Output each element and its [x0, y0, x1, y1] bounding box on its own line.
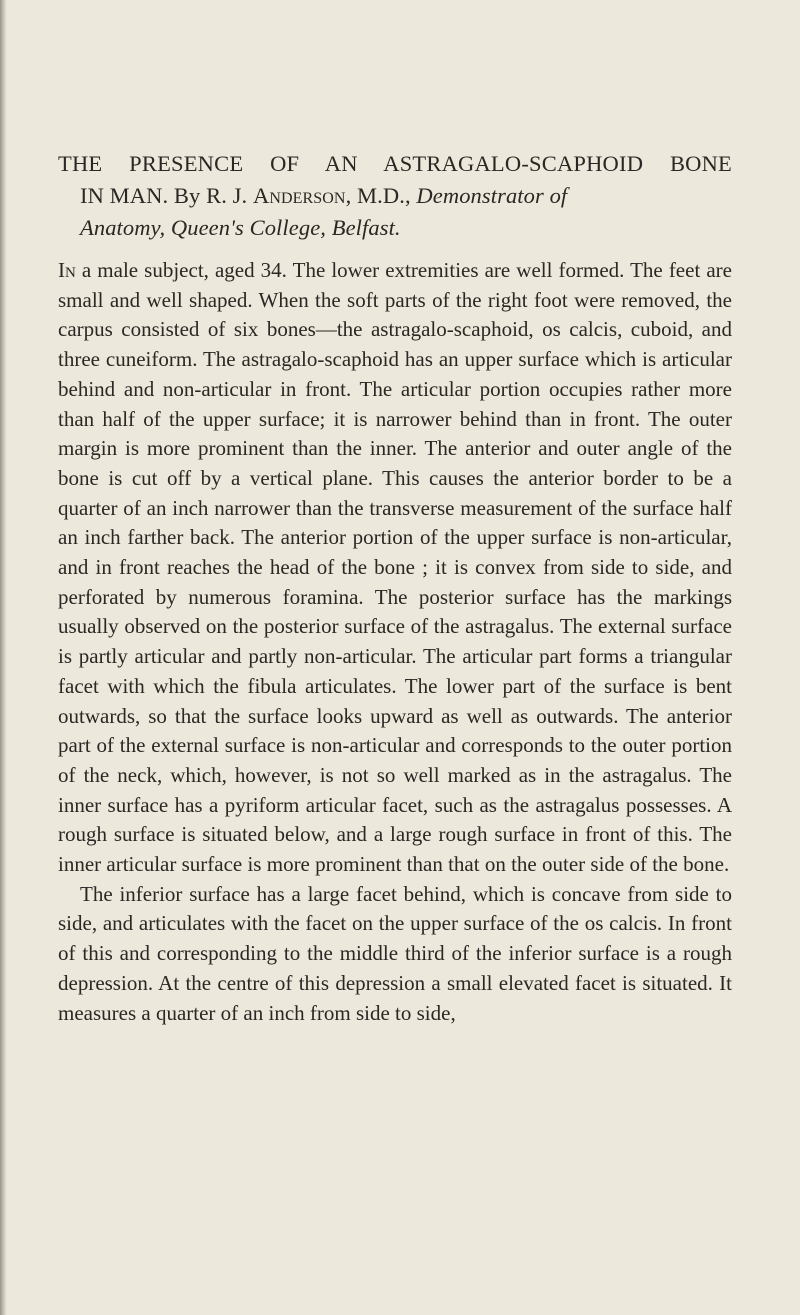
article-heading	[58, 148, 732, 244]
document-page	[58, 148, 732, 1028]
page-binding-edge	[0, 0, 7, 1315]
byline-prefix: IN MAN. By R. J.	[80, 183, 253, 208]
lead-word: In	[58, 258, 76, 282]
author-affiliation: Anatomy, Queen's College, Belfast.	[80, 215, 401, 240]
article-byline	[58, 180, 732, 212]
author-name: Anderson	[252, 183, 346, 208]
article-title: THE PRESENCE OF AN ASTRAGALO-SCAPHOID BONE	[58, 151, 732, 176]
paragraph-2: The inferior surface has a large facet behind, which is concave from side to side, and articulates with the facet on the upper surface of the os calcis. In front of this and corresponding to the middle third of the inferior surface is a rough depression. At the centre of this depression a small elevated facet is situated. It measures a quarter of an inch from side to side,	[58, 881, 732, 1025]
article-affiliation-line	[58, 212, 732, 244]
author-role: Demonstrator of	[416, 183, 568, 208]
author-degree: , M.D.,	[345, 183, 417, 208]
paragraph-1	[58, 256, 732, 880]
paragraph-1-text: a male subject, aged 34. The lower extremities are well formed. The feet are small and well shaped. When the soft parts of the right foot were removed, the carpus consisted of six bones—the astragalo-scaphoid, os calcis, cuboid, and three cuneiform. The astragalo-scaphoid has an upper surface which is articular behind and non-articular in front. The articular portion occupies rather more than half of the upper surface; it is narrower behind than in front. The outer margin is more prominent than the inner. The anterior and outer angle of the bone is cut off by a vertical plane. This causes the anterior border to be a quarter of an inch narrower than the transverse measurement of the surface half an inch farther back. The anterior portion of the upper surface is non-articular, and in front reaches the head of the bone ; it is convex from side to side, and perforated by numerous foramina. The posterior surface has the markings usually observed on the posterior surface of the astragalus. The external surface is partly articular and partly non-articular. The articular part forms a triangular facet with which the fibula articulates. The lower part of the surface is bent outwards, so that the surface looks upward as well as outwards. The anterior part of the external surface is non-articular and corresponds to the outer portion of the neck, which, however, is not so well marked as in the astragalus. The inner surface has a pyriform articular facet, such as the astragalus possesses. A rough surface is situated below, and a large rough surface in front of this. The inner articular surface is more prominent than that on the outer side of the bone.	[58, 258, 732, 877]
article-body	[58, 256, 732, 1028]
